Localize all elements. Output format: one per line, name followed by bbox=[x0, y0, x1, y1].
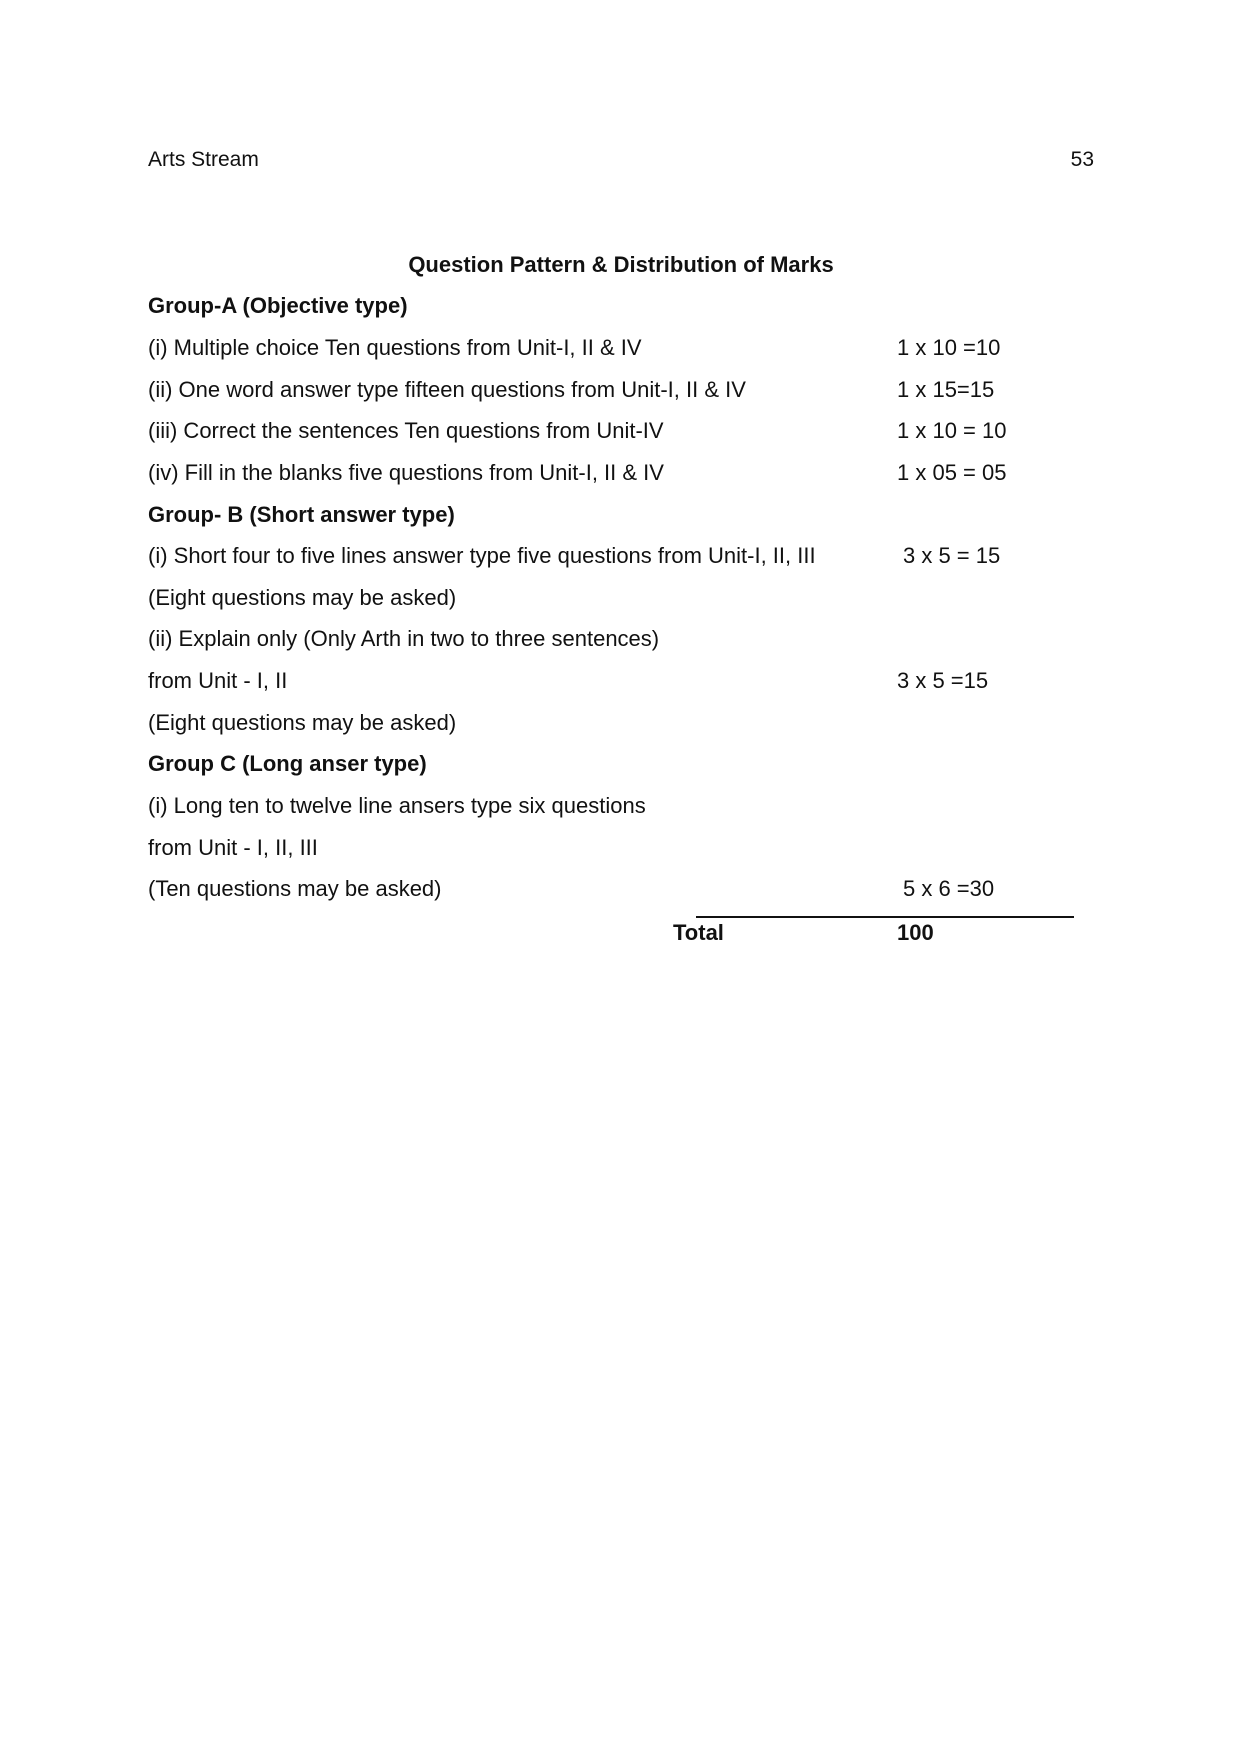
total-label: Total bbox=[673, 920, 724, 945]
question-note bbox=[148, 708, 1094, 738]
question-description: (iii) Correct the sentences Ten questions from Unit-IV bbox=[148, 418, 664, 443]
question-description: (i) Short four to five lines answer type five questions from Unit-I, II, III bbox=[148, 543, 816, 568]
marks-value: 1 x 10 =10 bbox=[897, 335, 1001, 360]
question-description: (Ten questions may be asked) bbox=[148, 876, 442, 901]
question-row bbox=[148, 375, 1094, 405]
question-description: (i) Long ten to twelve line ansers type six questions bbox=[148, 793, 646, 818]
question-description: (Eight questions may be asked) bbox=[148, 710, 457, 735]
section-title: Question Pattern & Distribution of Marks bbox=[408, 252, 834, 277]
question-description: (iv) Fill in the blanks five questions from Unit-I, II & IV bbox=[148, 460, 664, 485]
question-note bbox=[148, 583, 1094, 613]
marks-value: 3 x 5 = 15 bbox=[903, 543, 1001, 568]
group-heading: Group C (Long anser type) bbox=[148, 751, 427, 776]
question-description: from Unit - I, II bbox=[148, 668, 288, 693]
question-note bbox=[148, 874, 1094, 904]
running-head: Arts Stream bbox=[148, 148, 259, 171]
question-description: (i) Multiple choice Ten questions from Unit-I, II & IV bbox=[148, 335, 642, 360]
group-a-heading bbox=[148, 291, 1094, 321]
question-row bbox=[148, 541, 1094, 571]
marks-value: 5 x 6 =30 bbox=[903, 876, 995, 901]
total-value: 100 bbox=[897, 920, 934, 945]
question-row bbox=[148, 791, 1094, 821]
question-row bbox=[148, 333, 1094, 363]
question-row bbox=[148, 416, 1094, 446]
question-description: (Eight questions may be asked) bbox=[148, 585, 457, 610]
marks-value: 1 x 15=15 bbox=[897, 377, 995, 402]
group-c-heading bbox=[148, 749, 1094, 779]
question-row bbox=[148, 458, 1094, 488]
question-description: (ii) One word answer type fifteen questions from Unit-I, II & IV bbox=[148, 377, 746, 402]
marks-value: 1 x 10 = 10 bbox=[897, 418, 1007, 443]
question-row bbox=[148, 833, 1094, 863]
group-heading: Group- B (Short answer type) bbox=[148, 502, 455, 527]
marks-value: 3 x 5 =15 bbox=[897, 668, 989, 693]
question-row bbox=[148, 624, 1094, 654]
group-b-heading bbox=[148, 500, 1094, 530]
total-row bbox=[0, 917, 1240, 949]
question-description: from Unit - I, II, III bbox=[148, 835, 318, 860]
marks-value: 1 x 05 = 05 bbox=[897, 460, 1007, 485]
page-number: 53 bbox=[1070, 148, 1094, 171]
question-description: (ii) Explain only (Only Arth in two to three sentences) bbox=[148, 626, 660, 651]
group-heading: Group-A (Objective type) bbox=[148, 293, 408, 318]
question-row bbox=[148, 666, 1094, 696]
page-header bbox=[148, 148, 1094, 174]
